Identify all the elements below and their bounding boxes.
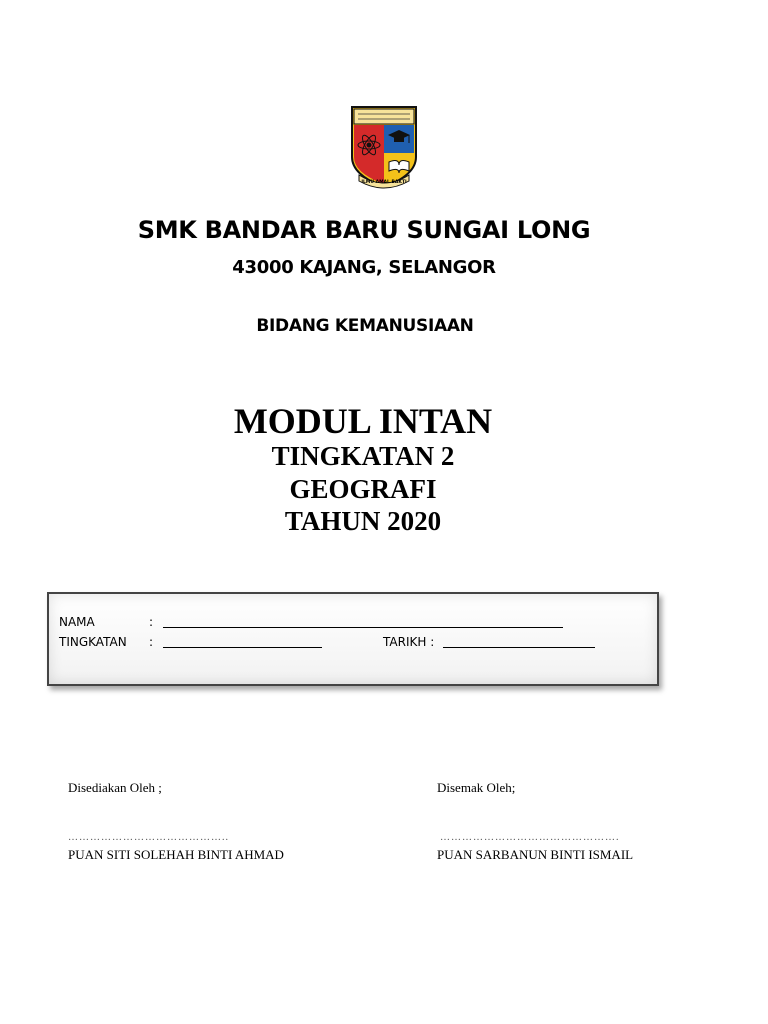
date-field[interactable]: [443, 647, 595, 648]
form-label: TINGKATAN: [59, 635, 127, 649]
school-name: SMK BANDAR BARU SUNGAI LONG: [137, 216, 591, 244]
module-title: MODUL INTAN: [233, 401, 493, 441]
school-address: 43000 KAJANG, SELANGOR: [232, 257, 496, 278]
checker-name: PUAN SARBANUN BINTI ISMAIL: [437, 847, 634, 862]
year-label: TAHUN 2020: [284, 506, 442, 536]
prepared-by-label: Disediakan Oleh ;: [68, 780, 162, 795]
checked-by-label: Disemak Oleh;: [437, 780, 516, 795]
subject-name: GEOGRAFI: [289, 474, 437, 504]
name-field[interactable]: [163, 627, 563, 628]
svg-text:ILMU AMAL BAKTI: ILMU AMAL BAKTI: [361, 180, 407, 185]
name-label: NAMA: [59, 615, 95, 629]
date-label: TARIKH :: [383, 635, 435, 649]
checked-signature-line: ………………………………………….: [440, 832, 620, 843]
preparer-name: PUAN SITI SOLEHAH BINTI AHMAD: [68, 847, 284, 862]
department-name: BIDANG KEMANUSIAAN: [256, 316, 474, 336]
form-colon: :: [149, 635, 154, 649]
name-colon: :: [149, 615, 154, 629]
prepared-signature-line: ……………………………………..: [68, 832, 229, 843]
form-field[interactable]: [163, 647, 322, 648]
school-crest-logo: [349, 105, 419, 191]
form-level: TINGKATAN 2: [271, 441, 455, 471]
student-info-box: [47, 592, 659, 686]
